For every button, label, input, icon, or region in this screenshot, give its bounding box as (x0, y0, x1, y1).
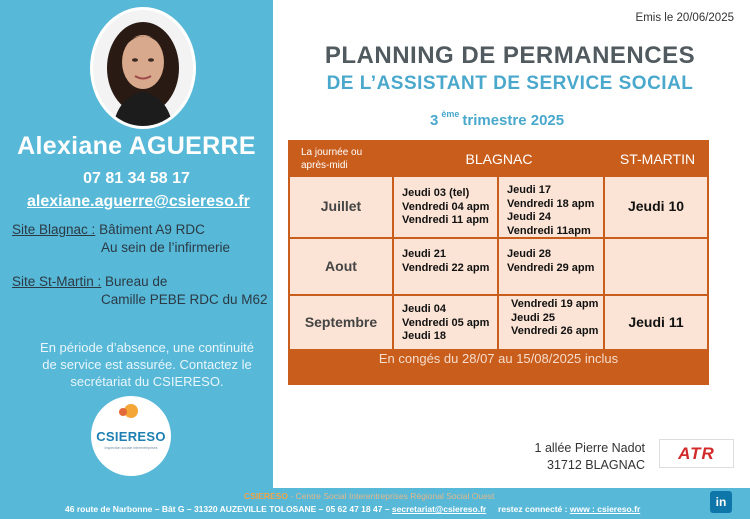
contact-name: Alexiane AGUERRE (17, 132, 256, 160)
logo-name: CSIERESO (96, 429, 166, 444)
row-month-juillet: Juillet (290, 177, 392, 237)
date-entry: Jeudi 21 (402, 248, 447, 260)
date-entry: Jeudi 18 (402, 330, 447, 342)
site-blagnac-line2: Au sein de l’infirmerie (101, 240, 231, 255)
blagnac-cell-septembre-a (394, 296, 497, 349)
planning-table (288, 140, 709, 385)
footer-email-link[interactable]: secretariat@csiereso.fr (391, 504, 487, 514)
address-line1: 1 allée Pierre Nadot (534, 441, 645, 455)
issue-date: Emis le 20/06/2025 (635, 12, 734, 24)
date-entry: Vendredi 19 apm (511, 298, 599, 310)
date-entry: Jeudi 04 (402, 303, 447, 315)
site-stmartin-label: Site St-Martin : (12, 274, 102, 289)
site-blagnac-label: Site Blagnac : (12, 222, 96, 237)
atr-logo (659, 439, 734, 468)
quarter-number: 3 (430, 112, 439, 129)
contact-phone: 07 81 34 58 17 (83, 170, 190, 187)
quarter-text: trimestre 2025 (462, 112, 565, 129)
address-line2: 31712 BLAGNAC (547, 458, 645, 472)
footer-address: 46 route de Narbonne – Bât G – 31320 AUZEVILLE TOLOSANE – 05 62 47 18 47 – (65, 504, 390, 514)
footer (0, 488, 750, 519)
stmartin-cell-septembre: Jeudi 11 (605, 296, 707, 349)
blagnac-cell-juillet-a (394, 177, 497, 237)
date-entry: Jeudi 17 (507, 184, 552, 196)
header-stmartin: ST-MARTIN (619, 151, 696, 167)
blagnac-cell-septembre-b (499, 296, 603, 349)
csiereso-logo (91, 396, 171, 476)
contact-email-link[interactable]: alexiane.aguerre@csiereso.fr (27, 193, 250, 210)
footer-website-link[interactable]: www : csiereso.fr (569, 504, 641, 514)
quarter-label (430, 109, 564, 129)
header-day-line1: La journée ou (301, 147, 363, 158)
atr-logo-text: ATR (678, 443, 715, 463)
blagnac-cell-aout-b (499, 239, 603, 294)
date-entry: Vendredi 11apm (507, 224, 591, 237)
header-day-line2: après-midi (301, 160, 348, 171)
page-title: PLANNING DE PERMANENCES (324, 42, 696, 69)
footer-org: CSIERESO (244, 491, 288, 501)
date-entry: Jeudi 25 (511, 311, 556, 324)
site-blagnac-line1: Bâtiment A9 RDC (99, 222, 205, 237)
footer-org-line (244, 491, 494, 501)
header-blagnac: BLAGNAC (465, 151, 533, 167)
date-entry: Vendredi 29 apm (507, 261, 595, 274)
logo-tagline: Inspection sociale interentreprises (104, 446, 158, 450)
site-blagnac (12, 221, 205, 239)
date-entry: Jeudi 03 (tel) (402, 187, 470, 199)
date-entry: Vendredi 11 apm (402, 214, 489, 226)
stmartin-cell-aout (605, 239, 707, 294)
site-address (535, 440, 645, 474)
footer-org-desc: - Centre Social Interentreprises Régional Social Ouest (290, 491, 495, 501)
holiday-notice: En congés du 28/07 au 15/08/2025 inclus (378, 351, 619, 366)
site-stmartin (12, 273, 167, 291)
date-entry: Vendredi 05 apm (402, 316, 490, 329)
absence-line3: secrétariat du CSIERESO. (70, 374, 224, 389)
row-month-aout: Aout (290, 239, 392, 294)
linkedin-icon[interactable]: in (710, 491, 732, 513)
date-entry: Vendredi 04 apm (402, 200, 490, 213)
header-day-cell (301, 146, 362, 172)
date-entry: Vendredi 18 apm (507, 197, 595, 210)
footer-connect-label: restez connecté : (498, 504, 568, 514)
contact-panel (0, 0, 273, 488)
avatar (90, 7, 196, 129)
logo-dot-small-icon (119, 408, 127, 416)
date-entry: Vendredi 26 apm (511, 325, 599, 337)
portrait-image (93, 10, 193, 126)
page-subtitle: DE L’ASSISTANT DE SERVICE SOCIAL (326, 73, 694, 94)
date-entry: Jeudi 24 (507, 211, 552, 223)
date-entry: Jeudi 28 (507, 248, 552, 260)
absence-line2: de service est assurée. Contactez le (42, 357, 252, 372)
stmartin-cell-juillet: Jeudi 10 (605, 177, 707, 237)
date-entry: Vendredi 22 apm (402, 261, 490, 274)
site-stmartin-line1: Bureau de (105, 274, 168, 289)
blagnac-cell-aout-a (394, 239, 497, 294)
absence-notice (30, 339, 264, 390)
quarter-suffix: ème (441, 109, 460, 119)
blagnac-cell-juillet-b (499, 177, 603, 237)
absence-line1: En période d’absence, une continuité (40, 340, 254, 355)
footer-contact-line (65, 504, 640, 514)
site-stmartin-line2: Camille PEBE RDC du M62 (101, 292, 268, 307)
row-month-septembre: Septembre (290, 296, 392, 349)
